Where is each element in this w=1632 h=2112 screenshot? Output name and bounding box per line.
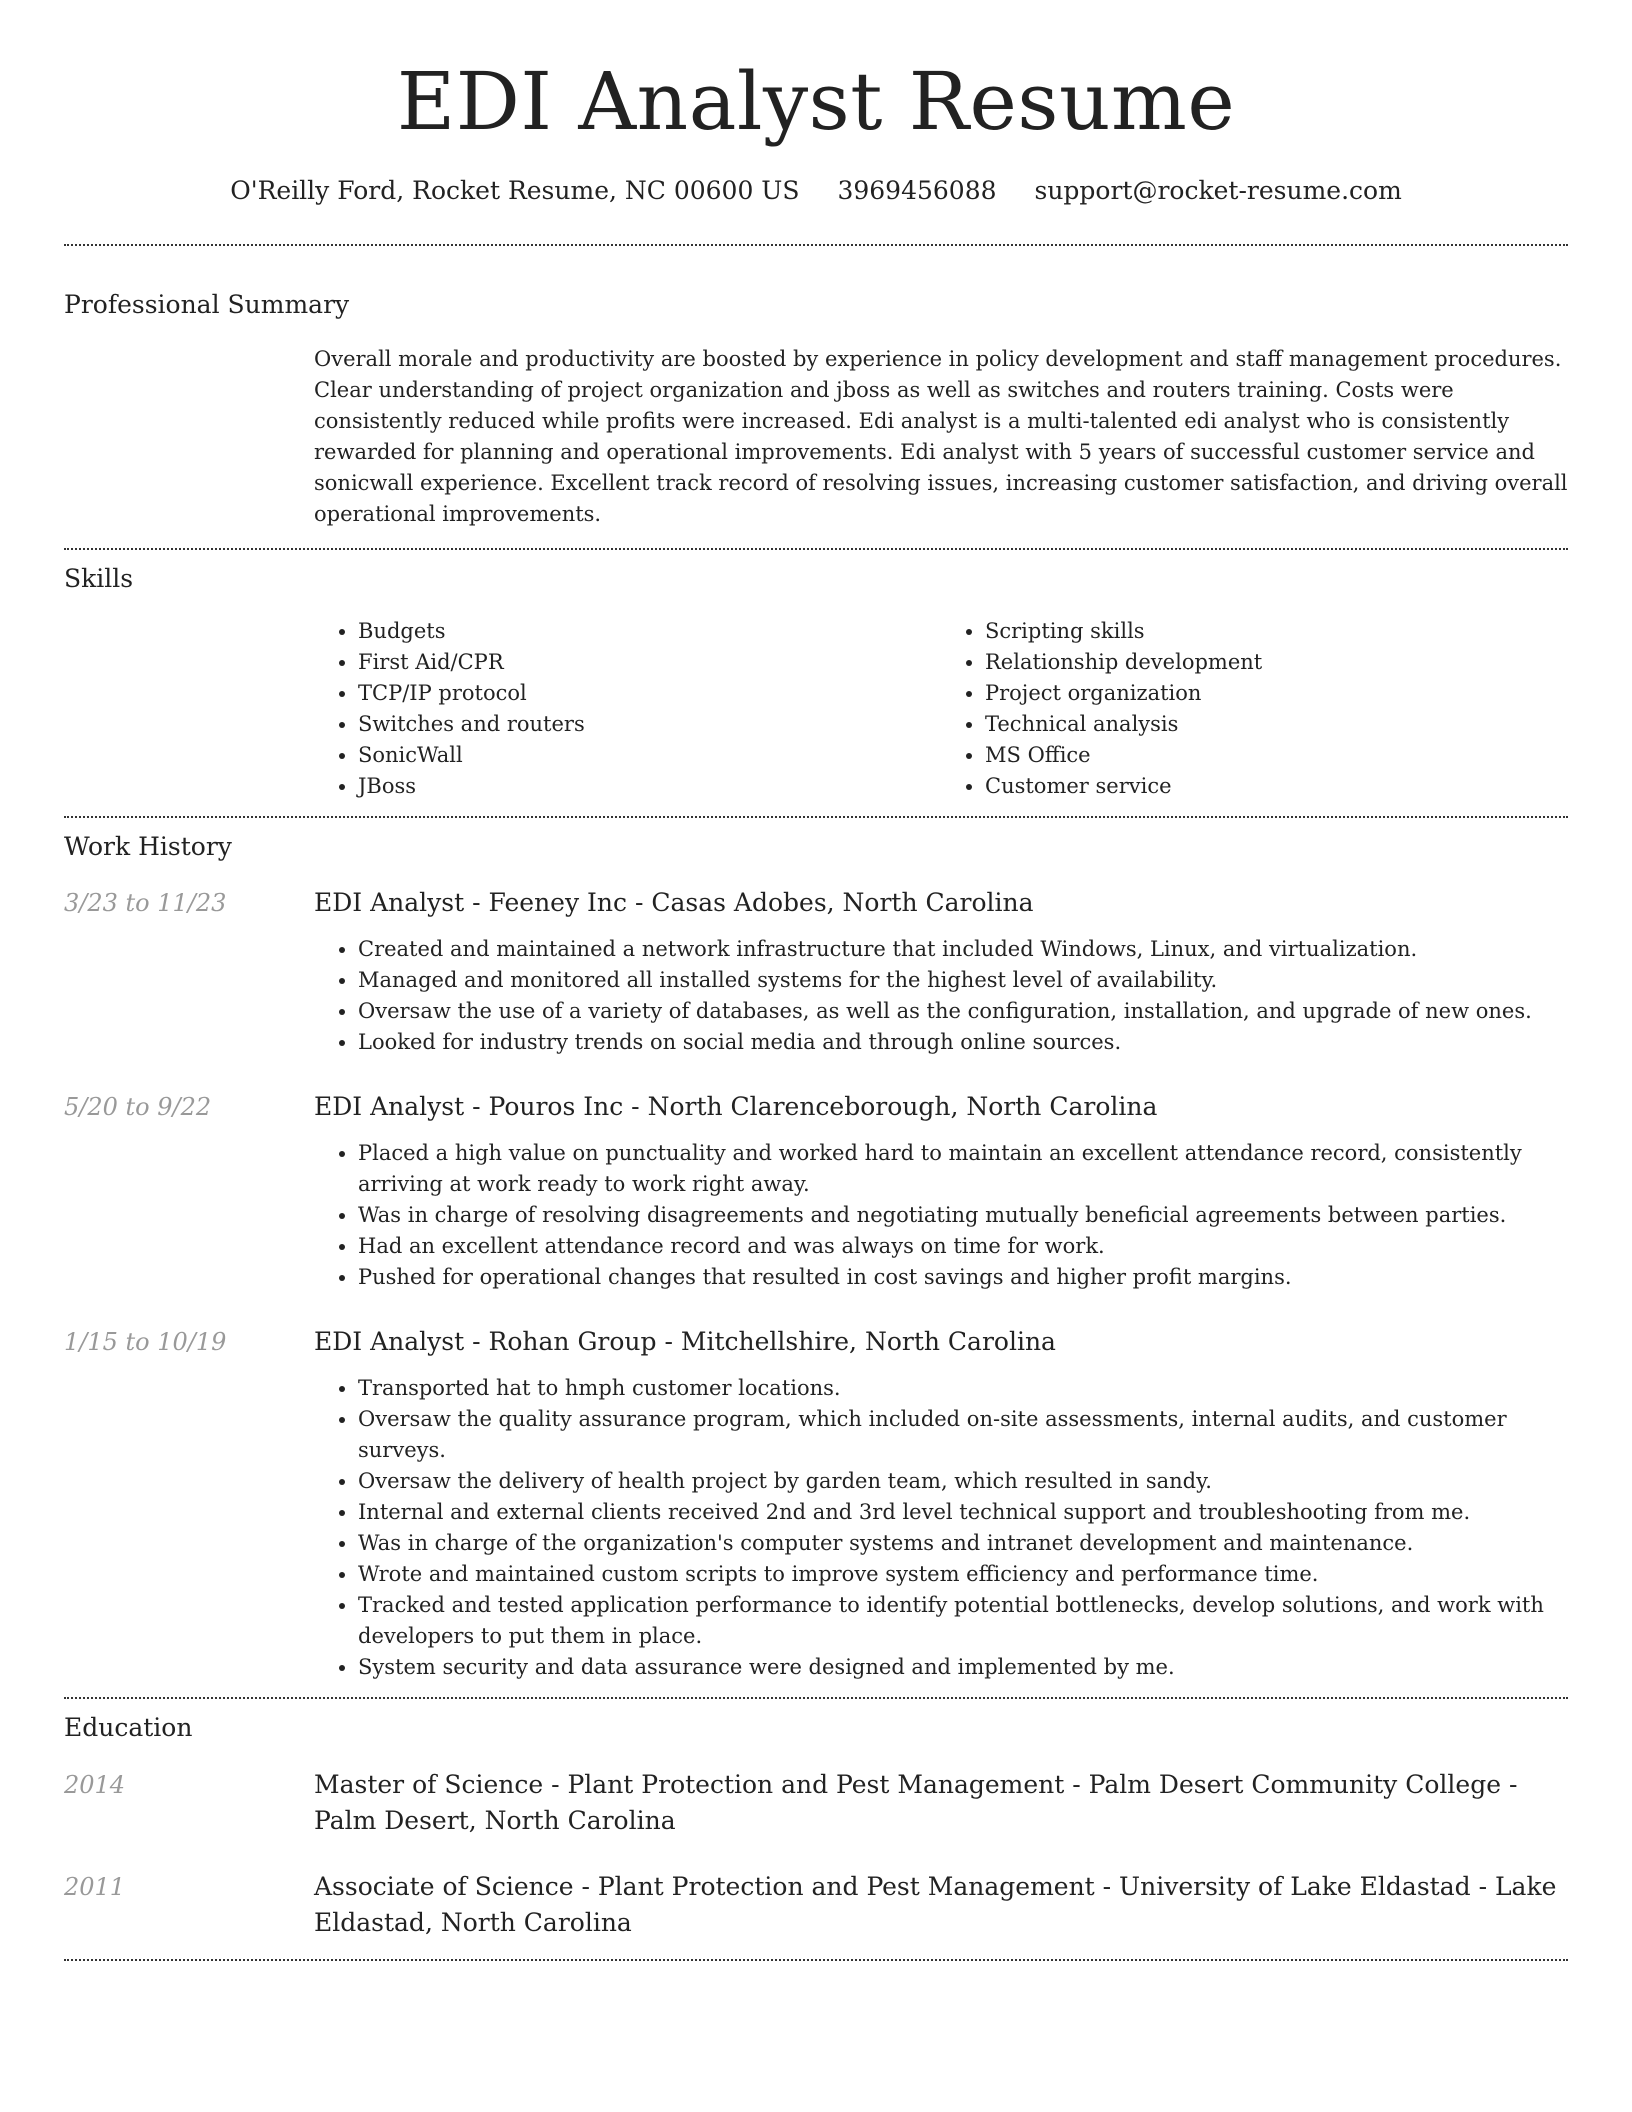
summary-section [64,246,1568,548]
job-bullets [314,1373,1568,1683]
job-bullet: • Transported hat to hmph customer locations. [358,1373,1568,1404]
education-year: 2011 [64,1873,126,1901]
job-body [314,886,1568,1058]
job-dates: 3/23 to 11/23 [64,889,227,917]
job-entry [64,886,1568,1058]
skills-column-1 [314,616,941,802]
education-detail: Master of Science - Plant Protection and Pest Management - Palm Desert Community College - Palm Desert, North Carolina [314,1770,1518,1835]
job-bullet: • Wrote and maintained custom scripts to improve system efficiency and performance time. [358,1559,1568,1590]
education-detail: Associate of Science - Plant Protection and Pest Management - University of Lake Eldastad - Lake Eldastad, North Carolina [314,1872,1557,1937]
job-bullet: • System security and data assurance were designed and implemented by me. [358,1652,1568,1683]
skill-item: • Customer service [985,771,1568,802]
skill-item: • TCP/IP protocol [358,678,941,709]
skills-column-2 [941,616,1568,802]
skill-item: • Scripting skills [985,616,1568,647]
job-title: EDI Analyst - Pouros Inc - North Clarenceborough, North Carolina [314,1092,1158,1121]
skill-item: • SonicWall [358,740,941,771]
job-body [314,1325,1568,1683]
work-history-section [64,818,1568,1697]
skills-grid [314,616,1568,802]
job-bullet: • Oversaw the delivery of health project by garden team, which resulted in sandy. [358,1466,1568,1497]
contact-phone: 3969456088 [837,176,997,205]
education-section [64,1699,1568,1959]
contact-address: O'Reilly Ford, Rocket Resume, NC 00600 US [230,176,800,205]
skill-item: • Technical analysis [985,709,1568,740]
job-entry [64,1090,1568,1293]
summary-text: Overall morale and productivity are boosted by experience in policy development and staff management procedures. Clear understanding of project organization and jboss as well as switches and routers training. Costs were consistently reduced while profits were increased. Edi analyst is a multi-talented edi analyst who is consistently rewarded for planning and operational improvements. Edi analyst with 5 years of successful customer service and sonicwall experience. Excellent track record of resolving issues, increasing customer satisfaction, and driving overall operational improvements. [314,347,1568,526]
skill-item: • MS Office [985,740,1568,771]
job-bullets [314,934,1568,1058]
job-bullet: • Had an excellent attendance record and was always on time for work. [358,1231,1568,1262]
job-bullet: • Was in charge of the organization's computer systems and intranet development and maintenance. [358,1528,1568,1559]
job-bullet: • Managed and monitored all installed systems for the highest level of availability. [358,965,1568,996]
job-bullet: • Pushed for operational changes that resulted in cost savings and higher profit margins. [358,1262,1568,1293]
job-bullet: • Looked for industry trends on social media and through online sources. [358,1027,1568,1058]
job-bullet: • Placed a high value on punctuality and worked hard to maintain an excellent attendance record, consistently arriving at work ready to work right away. [358,1138,1568,1200]
job-bullet: • Oversaw the use of a variety of databases, as well as the configuration, installation, and upgrade of new ones. [358,996,1568,1027]
job-dates: 5/20 to 9/22 [64,1093,212,1121]
education-heading: Education [64,1713,193,1742]
skill-item: • Budgets [358,616,941,647]
education-year: 2014 [64,1771,126,1799]
job-title: EDI Analyst - Feeney Inc - Casas Adobes, North Carolina [314,888,1034,917]
job-bullet: • Created and maintained a network infrastructure that included Windows, Linux, and virtualization. [358,934,1568,965]
job-title: EDI Analyst - Rohan Group - Mitchellshire, North Carolina [314,1327,1056,1356]
education-entry [64,1869,1568,1941]
job-dates: 1/15 to 10/19 [64,1328,227,1356]
resume-title: EDI Analyst Resume [396,55,1236,148]
job-bullet: • Tracked and tested application performance to identify potential bottlenecks, develop solutions, and work with developers to put them in place. [358,1590,1568,1652]
resume-header [64,0,1568,208]
skill-item: • First Aid/CPR [358,647,941,678]
skills-section [64,550,1568,816]
job-body [314,1090,1568,1293]
section-divider [64,1959,1568,1961]
skill-item: • Switches and routers [358,709,941,740]
summary-heading: Professional Summary [64,290,350,319]
job-bullet: • Was in charge of resolving disagreements and negotiating mutually beneficial agreements between parties. [358,1200,1568,1231]
skill-item: • Project organization [985,678,1568,709]
skill-item: • Relationship development [985,647,1568,678]
job-bullet: • Internal and external clients received 2nd and 3rd level technical support and troubleshooting from me. [358,1497,1568,1528]
contact-email: support@rocket-resume.com [1034,176,1402,205]
education-entry [64,1767,1568,1839]
work-history-heading: Work History [64,832,232,861]
job-bullet: • Oversaw the quality assurance program, which included on-site assessments, internal audits, and customer surveys. [358,1404,1568,1466]
job-bullets [314,1138,1568,1293]
skills-heading: Skills [64,564,134,593]
contact-line [64,174,1568,208]
skill-item: • JBoss [358,771,941,802]
job-entry [64,1325,1568,1683]
